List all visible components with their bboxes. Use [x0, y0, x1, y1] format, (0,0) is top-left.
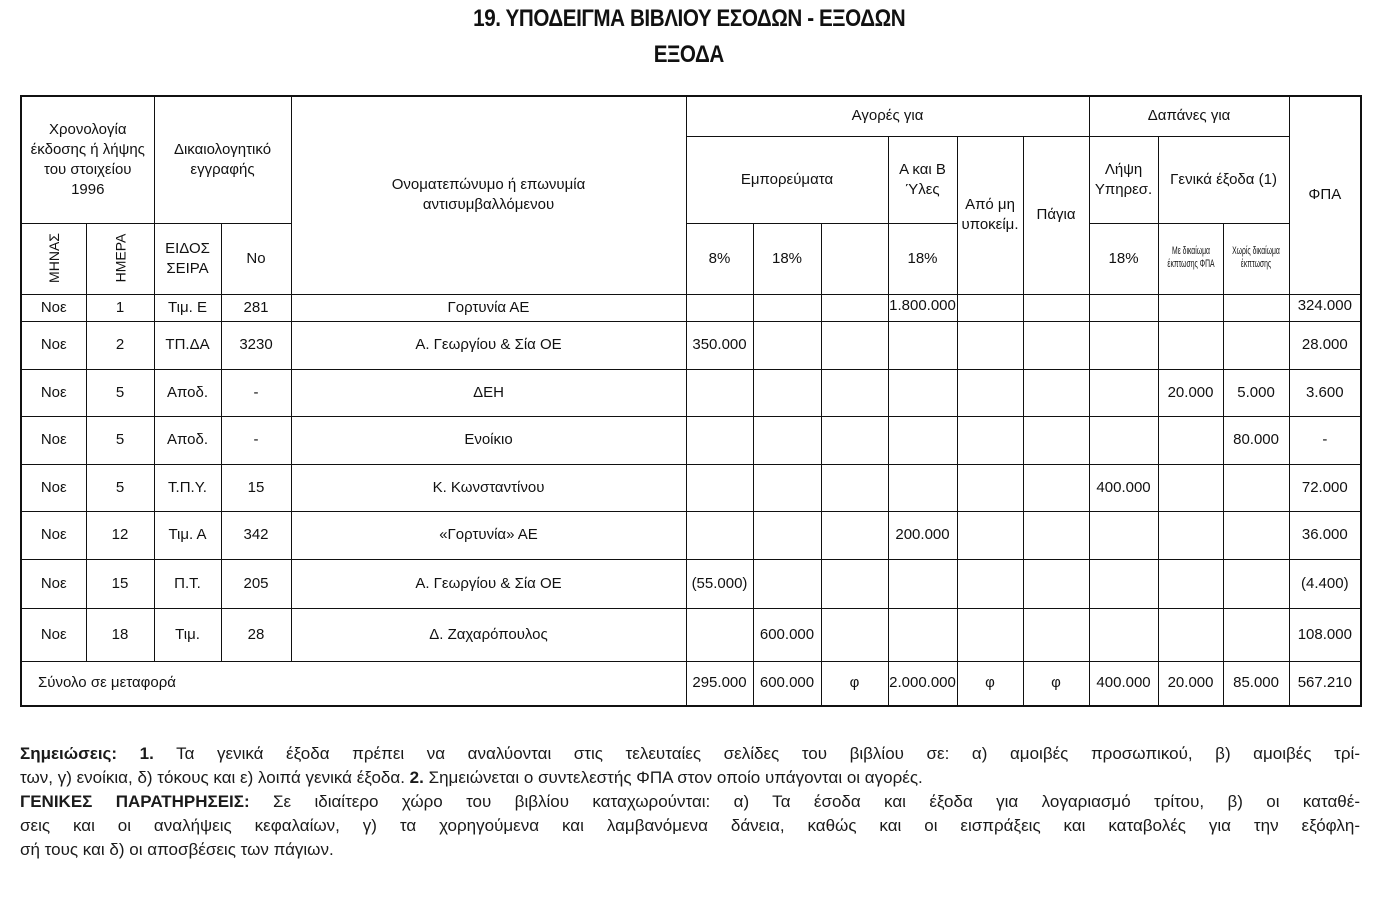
row-goods-18: [753, 321, 821, 369]
row-month: Νοε: [21, 416, 86, 464]
row-number: 3230: [221, 321, 291, 369]
row-services: [1089, 511, 1158, 559]
header-goods-blank: [821, 223, 888, 294]
row-vat: (4.400): [1289, 559, 1361, 608]
header-goods: Εμπορεύματα: [686, 136, 888, 223]
row-goods-blank: [821, 321, 888, 369]
row-counterparty: Ενοίκιο: [291, 416, 686, 464]
header-day: ΗΜΕΡΑ: [86, 223, 154, 294]
row-goods-8: 350.000: [686, 321, 753, 369]
row-goods-blank: [821, 464, 888, 511]
row-goods-18: [753, 369, 821, 416]
header-services-18: 18%: [1089, 223, 1158, 294]
header-month: ΜΗΝΑΣ: [21, 223, 86, 294]
table-row: [21, 294, 1361, 321]
row-with-deduction: [1158, 294, 1223, 321]
general-remarks-line-3: σή τους και δ) οι αποσβέσεις των πάγιων.: [20, 840, 334, 859]
row-goods-8: [686, 416, 753, 464]
row-fixed-assets: [1023, 511, 1089, 559]
row-raw-materials: 1.800.000: [888, 294, 957, 321]
header-raw-materials: Α και Β Ύλες: [888, 136, 957, 223]
row-counterparty: Κ. Κωνσταντίνου: [291, 464, 686, 511]
row-month: Νοε: [21, 511, 86, 559]
total-raw: 2.000.000: [888, 661, 957, 706]
row-day: 15: [86, 559, 154, 608]
row-with-deduction: [1158, 416, 1223, 464]
row-services: [1089, 294, 1158, 321]
row-exempt: [957, 321, 1023, 369]
row-raw-materials: [888, 321, 957, 369]
row-type: ΤΠ.ΔΑ: [154, 321, 221, 369]
row-number: 15: [221, 464, 291, 511]
header-with-deduction: Με δικαίωμα έκπτωσης ΦΠΑ: [1158, 223, 1223, 294]
row-goods-18: [753, 294, 821, 321]
total-label: Σύνολο σε μεταφορά: [21, 661, 686, 706]
row-day: 18: [86, 608, 154, 661]
row-goods-18: [753, 511, 821, 559]
notes-line-1: Σημειώσεις: 1. Τα γενικά έξοδα πρέπει να αναλύονται στις τελευταίες σελίδες του βιβλίου σε: α) αμοιβές προσωπικού, β) αμοιβές τρί-: [20, 744, 1360, 763]
row-exempt: [957, 416, 1023, 464]
row-exempt: [957, 464, 1023, 511]
total-assets: φ: [1023, 661, 1089, 706]
row-goods-18: 600.000: [753, 608, 821, 661]
row-goods-8: [686, 608, 753, 661]
row-fixed-assets: [1023, 608, 1089, 661]
row-raw-materials: [888, 416, 957, 464]
row-services: [1089, 608, 1158, 661]
row-month: Νοε: [21, 294, 86, 321]
row-type: Τιμ. Ε: [154, 294, 221, 321]
header-raw-18: 18%: [888, 223, 957, 294]
row-goods-blank: [821, 369, 888, 416]
row-services: 400.000: [1089, 464, 1158, 511]
row-without-deduction: [1223, 464, 1289, 511]
row-goods-blank: [821, 608, 888, 661]
row-vat: -: [1289, 416, 1361, 464]
row-with-deduction: [1158, 608, 1223, 661]
row-day: 1: [86, 294, 154, 321]
row-fixed-assets: [1023, 321, 1089, 369]
row-vat: 324.000: [1289, 294, 1361, 321]
row-type: Αποδ.: [154, 416, 221, 464]
row-month: Νοε: [21, 608, 86, 661]
row-services: [1089, 416, 1158, 464]
row-counterparty: «Γορτυνία» ΑΕ: [291, 511, 686, 559]
header-vat: ΦΠΑ: [1289, 96, 1361, 294]
table-row: [21, 321, 1361, 369]
row-fixed-assets: [1023, 559, 1089, 608]
header-voucher: Δικαιολογητικό εγγραφής: [154, 96, 291, 223]
row-number: 342: [221, 511, 291, 559]
row-with-deduction: [1158, 321, 1223, 369]
row-without-deduction: 80.000: [1223, 416, 1289, 464]
row-day: 5: [86, 369, 154, 416]
row-counterparty: Α. Γεωργίου & Σία ΟΕ: [291, 321, 686, 369]
row-type: Τιμ. Α: [154, 511, 221, 559]
row-vat: 36.000: [1289, 511, 1361, 559]
header-counterparty-name: Ονοματεπώνυμο ή επωνυμία αντισυμβαλλόμενου: [291, 96, 686, 294]
header-exempt: Από μη υποκείμ.: [957, 136, 1023, 294]
row-day: 5: [86, 416, 154, 464]
total-services: 400.000: [1089, 661, 1158, 706]
page-subtitle: ΕΞΟΔΑ: [653, 41, 725, 68]
row-type: Π.Τ.: [154, 559, 221, 608]
row-vat: 72.000: [1289, 464, 1361, 511]
header-services: Λήψη Υπηρεσ.: [1089, 136, 1158, 223]
header-purchases: Αγορές για: [686, 96, 1089, 136]
row-vat: 28.000: [1289, 321, 1361, 369]
row-exempt: [957, 608, 1023, 661]
row-raw-materials: [888, 369, 957, 416]
total-g18: 600.000: [753, 661, 821, 706]
row-exempt: [957, 294, 1023, 321]
row-services: [1089, 559, 1158, 608]
table-row: [21, 416, 1361, 464]
header-number: Νο: [221, 223, 291, 294]
table-row: [21, 464, 1361, 511]
row-without-deduction: [1223, 559, 1289, 608]
row-goods-8: [686, 464, 753, 511]
header-without-deduction: Χωρίς δικαίωμα έκπτωσης: [1223, 223, 1289, 294]
row-goods-8: [686, 511, 753, 559]
row-type: Τ.Π.Υ.: [154, 464, 221, 511]
row-with-deduction: [1158, 464, 1223, 511]
row-raw-materials: [888, 608, 957, 661]
row-without-deduction: 5.000: [1223, 369, 1289, 416]
row-raw-materials: [888, 559, 957, 608]
row-without-deduction: [1223, 608, 1289, 661]
row-counterparty: ΔΕΗ: [291, 369, 686, 416]
row-vat: 108.000: [1289, 608, 1361, 661]
row-goods-18: [753, 559, 821, 608]
row-counterparty: Γορτυνία ΑΕ: [291, 294, 686, 321]
row-goods-8: (55.000): [686, 559, 753, 608]
row-exempt: [957, 369, 1023, 416]
header-date-group: Χρονολογία έκδοσης ή λήψης του στοιχείου 1996: [21, 96, 154, 223]
row-number: -: [221, 369, 291, 416]
header-goods-8: 8%: [686, 223, 753, 294]
page-title: 19. ΥΠΟΔΕΙΓΜΑ ΒΙΒΛΙΟΥ ΕΣΟΔΩΝ - ΕΞΟΔΩΝ: [472, 5, 906, 32]
total-exempt: φ: [957, 661, 1023, 706]
row-month: Νοε: [21, 559, 86, 608]
row-day: 12: [86, 511, 154, 559]
header-fixed-assets: Πάγια: [1023, 136, 1089, 294]
table-row: [21, 559, 1361, 608]
row-vat: 3.600: [1289, 369, 1361, 416]
header-type-series: ΕΙΔΟΣ ΣΕΙΡΑ: [154, 223, 221, 294]
row-fixed-assets: [1023, 464, 1089, 511]
table-row: [21, 608, 1361, 661]
row-goods-18: [753, 416, 821, 464]
row-raw-materials: 200.000: [888, 511, 957, 559]
header-goods-18: 18%: [753, 223, 821, 294]
row-fixed-assets: [1023, 369, 1089, 416]
row-goods-blank: [821, 416, 888, 464]
total-g8: 295.000: [686, 661, 753, 706]
table-row: [21, 369, 1361, 416]
total-without: 85.000: [1223, 661, 1289, 706]
row-without-deduction: [1223, 321, 1289, 369]
row-with-deduction: 20.000: [1158, 369, 1223, 416]
total-gx: φ: [821, 661, 888, 706]
header-expenses: Δαπάνες για: [1089, 96, 1289, 136]
row-fixed-assets: [1023, 294, 1089, 321]
row-raw-materials: [888, 464, 957, 511]
row-goods-blank: [821, 559, 888, 608]
row-month: Νοε: [21, 321, 86, 369]
row-counterparty: Α. Γεωργίου & Σία ΟΕ: [291, 559, 686, 608]
row-services: [1089, 321, 1158, 369]
row-without-deduction: [1223, 294, 1289, 321]
row-day: 2: [86, 321, 154, 369]
row-fixed-assets: [1023, 416, 1089, 464]
row-goods-18: [753, 464, 821, 511]
row-goods-8: [686, 369, 753, 416]
row-services: [1089, 369, 1158, 416]
row-goods-blank: [821, 294, 888, 321]
header-general-expenses: Γενικά έξοδα (1): [1158, 136, 1289, 223]
row-with-deduction: [1158, 559, 1223, 608]
notes-section: [20, 742, 1360, 862]
row-number: 281: [221, 294, 291, 321]
row-month: Νοε: [21, 369, 86, 416]
row-type: Αποδ.: [154, 369, 221, 416]
row-number: 205: [221, 559, 291, 608]
row-number: 28: [221, 608, 291, 661]
row-day: 5: [86, 464, 154, 511]
row-goods-blank: [821, 511, 888, 559]
expenses-table: [20, 95, 1362, 707]
general-remarks-line-2: σεις και οι αναλήψεις κεφαλαίων, γ) τα χορηγούμενα και λαμβανόμενα δάνεια, καθώς και οι εισπράξεις και καταβολές για την εξόφλη-: [20, 816, 1360, 835]
row-exempt: [957, 559, 1023, 608]
row-goods-8: [686, 294, 753, 321]
total-with: 20.000: [1158, 661, 1223, 706]
row-number: -: [221, 416, 291, 464]
row-with-deduction: [1158, 511, 1223, 559]
total-vat: 567.210: [1289, 661, 1361, 706]
total-row: [21, 661, 1361, 706]
row-counterparty: Δ. Ζαχαρόπουλος: [291, 608, 686, 661]
notes-line-2: των, γ) ενοίκια, δ) τόκους και ε) λοιπά γενικά έξοδα. 2. Σημειώνεται ο συντελεστής ΦΠΑ στον οποίο υπάγονται οι αγορές.: [20, 768, 923, 787]
general-remarks-line-1: ΓΕΝΙΚΕΣ ΠΑΡΑΤΗΡΗΣΕΙΣ: Σε ιδιαίτερο χώρο του βιβλίου καταχωρούνται: α) Τα έσοδα και έξοδα για λογαριασμό τρίτου, β) οι καταθέ-: [20, 792, 1360, 811]
table-row: [21, 511, 1361, 559]
row-month: Νοε: [21, 464, 86, 511]
row-without-deduction: [1223, 511, 1289, 559]
row-type: Τιμ.: [154, 608, 221, 661]
row-exempt: [957, 511, 1023, 559]
